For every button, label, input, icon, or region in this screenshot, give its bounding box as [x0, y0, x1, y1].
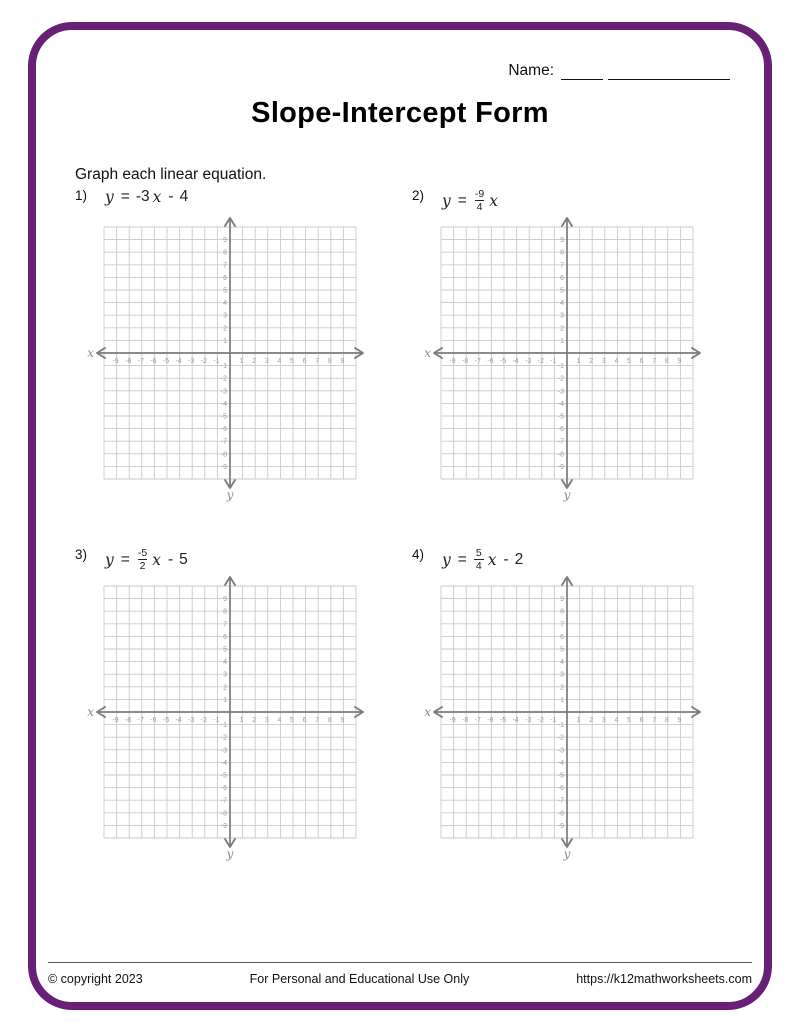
svg-text:-9: -9: [220, 463, 227, 471]
svg-text:-4: -4: [512, 358, 519, 365]
svg-text:5: 5: [290, 717, 294, 724]
problem-number: 2): [412, 188, 425, 203]
svg-text:6: 6: [302, 358, 307, 365]
svg-text:5: 5: [290, 358, 294, 365]
problem-number: 1): [75, 188, 88, 203]
svg-text:-8: -8: [125, 358, 132, 365]
svg-text:3: 3: [264, 358, 269, 365]
svg-text:-4: -4: [220, 759, 227, 767]
svg-text:-8: -8: [462, 717, 469, 724]
svg-text:2: 2: [589, 717, 594, 724]
svg-text:-4: -4: [557, 759, 564, 767]
svg-text:7: 7: [223, 621, 227, 629]
svg-text:-3: -3: [188, 358, 195, 365]
svg-text:-2: -2: [200, 717, 207, 724]
svg-text:1: 1: [560, 337, 564, 345]
coordinate-grid-3: [87, 573, 371, 865]
svg-text:-9: -9: [112, 717, 119, 724]
svg-text:2: 2: [223, 684, 227, 692]
svg-text:-7: -7: [557, 438, 564, 446]
svg-text:7: 7: [315, 358, 320, 365]
svg-text:-8: -8: [220, 451, 227, 459]
problem-3: [71, 547, 391, 865]
svg-text:7: 7: [223, 262, 227, 270]
svg-text:-2: -2: [557, 734, 564, 742]
svg-text:2: 2: [560, 325, 564, 333]
svg-text:-9: -9: [449, 358, 456, 365]
svg-text:-6: -6: [220, 426, 227, 434]
svg-text:5: 5: [627, 717, 631, 724]
svg-text:4: 4: [223, 659, 227, 667]
svg-text:9: 9: [560, 596, 564, 604]
svg-text:9: 9: [340, 717, 345, 724]
svg-text:4: 4: [560, 659, 564, 667]
svg-text:-1: -1: [220, 363, 227, 371]
svg-text:-1: -1: [213, 717, 220, 724]
problem-number: 4): [412, 547, 425, 562]
name-field-row: [508, 62, 730, 80]
svg-text:6: 6: [639, 358, 644, 365]
svg-text:1: 1: [560, 696, 564, 704]
svg-text:-6: -6: [150, 358, 157, 365]
svg-text:-8: -8: [462, 358, 469, 365]
svg-text:-2: -2: [200, 358, 207, 365]
svg-text:2: 2: [252, 717, 257, 724]
svg-text:-7: -7: [137, 717, 144, 724]
svg-text:-7: -7: [220, 797, 227, 805]
svg-text:-8: -8: [557, 810, 564, 818]
svg-text:-7: -7: [557, 797, 564, 805]
svg-text:7: 7: [652, 717, 657, 724]
svg-text:-9: -9: [557, 822, 564, 830]
svg-text:-7: -7: [137, 358, 144, 365]
svg-text:8: 8: [560, 249, 564, 257]
svg-text:5: 5: [560, 287, 564, 295]
svg-text:9: 9: [223, 237, 227, 245]
svg-text:-3: -3: [220, 747, 227, 755]
svg-text:5: 5: [627, 358, 631, 365]
coordinate-grid-2: [424, 214, 708, 506]
svg-text:y: y: [563, 488, 571, 502]
svg-text:1: 1: [223, 337, 227, 345]
equation-row: [412, 188, 728, 214]
svg-text:-3: -3: [557, 747, 564, 755]
equation-1: y = -3 x - 4: [105, 188, 189, 206]
svg-text:-2: -2: [220, 734, 227, 742]
fraction: $\frac{-5}{2}$: [137, 547, 148, 573]
svg-text:5: 5: [560, 646, 564, 654]
svg-text:7: 7: [652, 358, 657, 365]
svg-text:-5: -5: [220, 413, 227, 421]
footer: [48, 962, 752, 986]
svg-text:3: 3: [223, 312, 227, 320]
problem-number: 3): [75, 547, 88, 562]
svg-text:-2: -2: [220, 375, 227, 383]
svg-text:1: 1: [239, 358, 244, 365]
svg-text:6: 6: [223, 274, 227, 282]
svg-text:3: 3: [601, 717, 606, 724]
svg-text:-1: -1: [213, 358, 220, 365]
svg-text:-6: -6: [220, 785, 227, 793]
svg-text:8: 8: [223, 608, 227, 616]
svg-text:7: 7: [560, 262, 564, 270]
svg-text:-1: -1: [550, 358, 557, 365]
svg-text:-7: -7: [474, 358, 481, 365]
website-text: https://k12mathworksheets.com: [576, 972, 752, 986]
svg-text:-3: -3: [525, 717, 532, 724]
svg-text:x: x: [424, 346, 431, 360]
svg-text:9: 9: [677, 358, 682, 365]
svg-text:4: 4: [277, 717, 282, 724]
problem-4: [408, 547, 728, 865]
svg-text:-9: -9: [449, 717, 456, 724]
svg-text:-8: -8: [220, 810, 227, 818]
svg-text:1: 1: [576, 358, 581, 365]
svg-text:6: 6: [560, 274, 564, 282]
svg-text:-8: -8: [125, 717, 132, 724]
svg-text:2: 2: [252, 358, 257, 365]
svg-text:8: 8: [327, 358, 332, 365]
svg-text:-1: -1: [220, 722, 227, 730]
svg-text:-5: -5: [162, 717, 170, 724]
svg-text:8: 8: [327, 717, 332, 724]
equation-row: [412, 547, 728, 573]
svg-text:x: x: [87, 346, 94, 360]
equation-row: [75, 547, 391, 573]
svg-text:1: 1: [223, 696, 227, 704]
svg-text:7: 7: [315, 717, 320, 724]
svg-text:9: 9: [560, 237, 564, 245]
svg-text:5: 5: [223, 646, 227, 654]
svg-text:3: 3: [601, 358, 606, 365]
svg-text:-9: -9: [220, 822, 227, 830]
svg-text:2: 2: [223, 325, 227, 333]
problem-2: [408, 188, 728, 506]
fraction: $\frac{-9}{4}$: [474, 188, 485, 214]
name-label: Name:: [508, 62, 554, 79]
svg-text:1: 1: [239, 717, 244, 724]
svg-text:6: 6: [302, 717, 307, 724]
copyright-text: © copyright 2023: [48, 972, 143, 986]
svg-text:3: 3: [223, 671, 227, 679]
svg-text:-4: -4: [220, 400, 227, 408]
svg-text:9: 9: [223, 596, 227, 604]
svg-text:-8: -8: [557, 451, 564, 459]
svg-text:-9: -9: [557, 463, 564, 471]
svg-text:-6: -6: [150, 717, 157, 724]
svg-text:9: 9: [677, 717, 682, 724]
svg-text:-5: -5: [499, 358, 507, 365]
svg-text:2: 2: [560, 684, 564, 692]
svg-text:-5: -5: [557, 772, 564, 780]
usage-text: For Personal and Educational Use Only: [249, 972, 470, 986]
svg-text:8: 8: [223, 249, 227, 257]
svg-text:-6: -6: [487, 717, 494, 724]
svg-text:-3: -3: [220, 388, 227, 396]
svg-text:-7: -7: [474, 717, 481, 724]
svg-text:-4: -4: [512, 717, 519, 724]
problem-1: [71, 188, 391, 506]
svg-text:6: 6: [560, 633, 564, 641]
svg-text:2: 2: [589, 358, 594, 365]
svg-text:y: y: [226, 847, 234, 861]
svg-text:x: x: [87, 705, 94, 719]
svg-text:-5: -5: [162, 358, 170, 365]
svg-text:-3: -3: [188, 717, 195, 724]
svg-text:-5: -5: [557, 413, 564, 421]
svg-text:-5: -5: [220, 772, 227, 780]
svg-text:4: 4: [614, 717, 619, 724]
svg-text:6: 6: [223, 633, 227, 641]
svg-text:8: 8: [664, 717, 669, 724]
coordinate-grid-4: [424, 573, 708, 865]
svg-text:-4: -4: [175, 358, 182, 365]
name-blank-line: [608, 64, 730, 80]
name-blank-line: [561, 64, 603, 80]
svg-text:-2: -2: [537, 717, 544, 724]
svg-text:3: 3: [560, 312, 564, 320]
svg-text:-9: -9: [112, 358, 119, 365]
equation-2: y = $\frac{-9}{4}$ x: [442, 188, 498, 214]
svg-text:-1: -1: [557, 363, 564, 371]
svg-text:-6: -6: [557, 426, 564, 434]
svg-text:-4: -4: [557, 400, 564, 408]
svg-text:4: 4: [223, 300, 227, 308]
svg-text:-3: -3: [557, 388, 564, 396]
svg-text:1: 1: [576, 717, 581, 724]
svg-text:3: 3: [264, 717, 269, 724]
fraction: $\frac{5}{4}$: [475, 547, 482, 573]
svg-text:-2: -2: [537, 358, 544, 365]
page-title: Slope-Intercept Form: [251, 97, 549, 129]
svg-text:-2: -2: [557, 375, 564, 383]
svg-text:8: 8: [560, 608, 564, 616]
svg-text:-5: -5: [499, 717, 507, 724]
equation-3: y = $\frac{-5}{2}$ x - 5: [105, 547, 188, 573]
svg-text:-1: -1: [557, 722, 564, 730]
svg-text:7: 7: [560, 621, 564, 629]
svg-text:-1: -1: [550, 717, 557, 724]
svg-text:5: 5: [223, 287, 227, 295]
equation-row: [75, 188, 391, 214]
svg-text:4: 4: [277, 358, 282, 365]
svg-text:-3: -3: [525, 358, 532, 365]
svg-text:-6: -6: [487, 358, 494, 365]
svg-text:8: 8: [664, 358, 669, 365]
svg-text:x: x: [424, 705, 431, 719]
svg-text:4: 4: [560, 300, 564, 308]
svg-text:6: 6: [639, 717, 644, 724]
equation-4: y = $\frac{5}{4}$ x - 2: [442, 547, 524, 573]
svg-text:y: y: [226, 488, 234, 502]
svg-text:-6: -6: [557, 785, 564, 793]
svg-text:y: y: [563, 847, 571, 861]
svg-text:4: 4: [614, 358, 619, 365]
svg-text:-7: -7: [220, 438, 227, 446]
svg-text:9: 9: [340, 358, 345, 365]
coordinate-grid-1: [87, 214, 371, 506]
instructions-text: Graph each linear equation.: [75, 166, 267, 183]
svg-text:3: 3: [560, 671, 564, 679]
svg-text:-4: -4: [175, 717, 182, 724]
